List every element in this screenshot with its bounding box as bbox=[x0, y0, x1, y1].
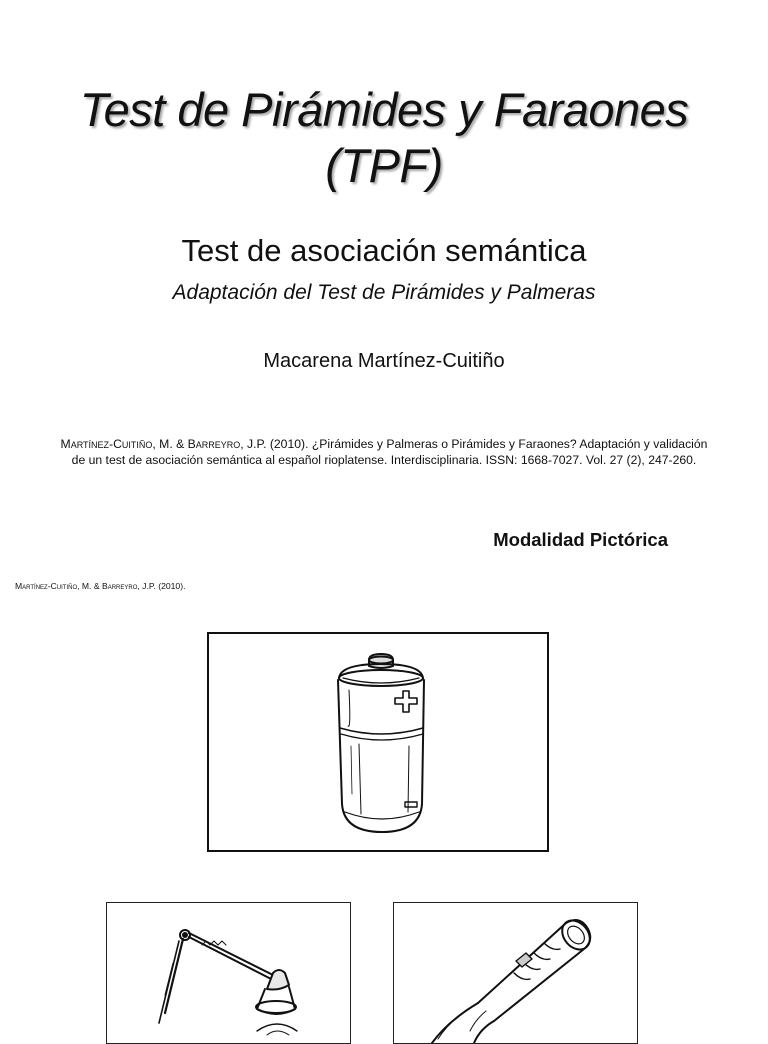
stimulus-card bbox=[207, 632, 549, 852]
option-card-right[interactable] bbox=[393, 902, 638, 1044]
battery-drawing bbox=[209, 634, 547, 850]
short-citation-rest: , J.P. (2010). bbox=[137, 581, 186, 591]
short-citation-author-1: Martínez-Cuitiño bbox=[15, 581, 78, 591]
flashlight-drawing bbox=[394, 903, 637, 1043]
author-name: Macarena Martínez-Cuitiño bbox=[263, 350, 505, 372]
modality-heading: Modalidad Pictórica bbox=[493, 529, 668, 550]
document-title bbox=[0, 82, 768, 194]
citation-author-sep: , M. & bbox=[152, 437, 188, 451]
citation-author-2: Barreyro bbox=[187, 437, 241, 451]
short-citation-author-2: Barreyro bbox=[101, 581, 138, 591]
desk-lamp-drawing bbox=[107, 903, 350, 1043]
citation-body: , J.P. (2010). ¿Pirámides y Palmeras o Pirámides y Faraones? Adaptación y validación de un test de asociación semántica al español rioplatense. Interdisciplinaria. ISSN: 1668-7027. Vol. 27 (2), 247-260. bbox=[71, 437, 708, 467]
short-citation bbox=[15, 580, 185, 592]
short-citation-author-sep: , M. & bbox=[77, 581, 102, 591]
citation-author-1: Martínez-Cuitiño bbox=[60, 437, 153, 451]
title-line-2: (TPF) bbox=[325, 139, 443, 192]
option-card-left[interactable] bbox=[106, 902, 351, 1044]
adaptation-note: Adaptación del Test de Pirámides y Palmeras bbox=[172, 281, 596, 304]
subtitle: Test de asociación semántica bbox=[181, 233, 587, 268]
title-line-1: Test de Pirámides y Faraones bbox=[79, 83, 689, 136]
full-citation bbox=[60, 436, 708, 468]
